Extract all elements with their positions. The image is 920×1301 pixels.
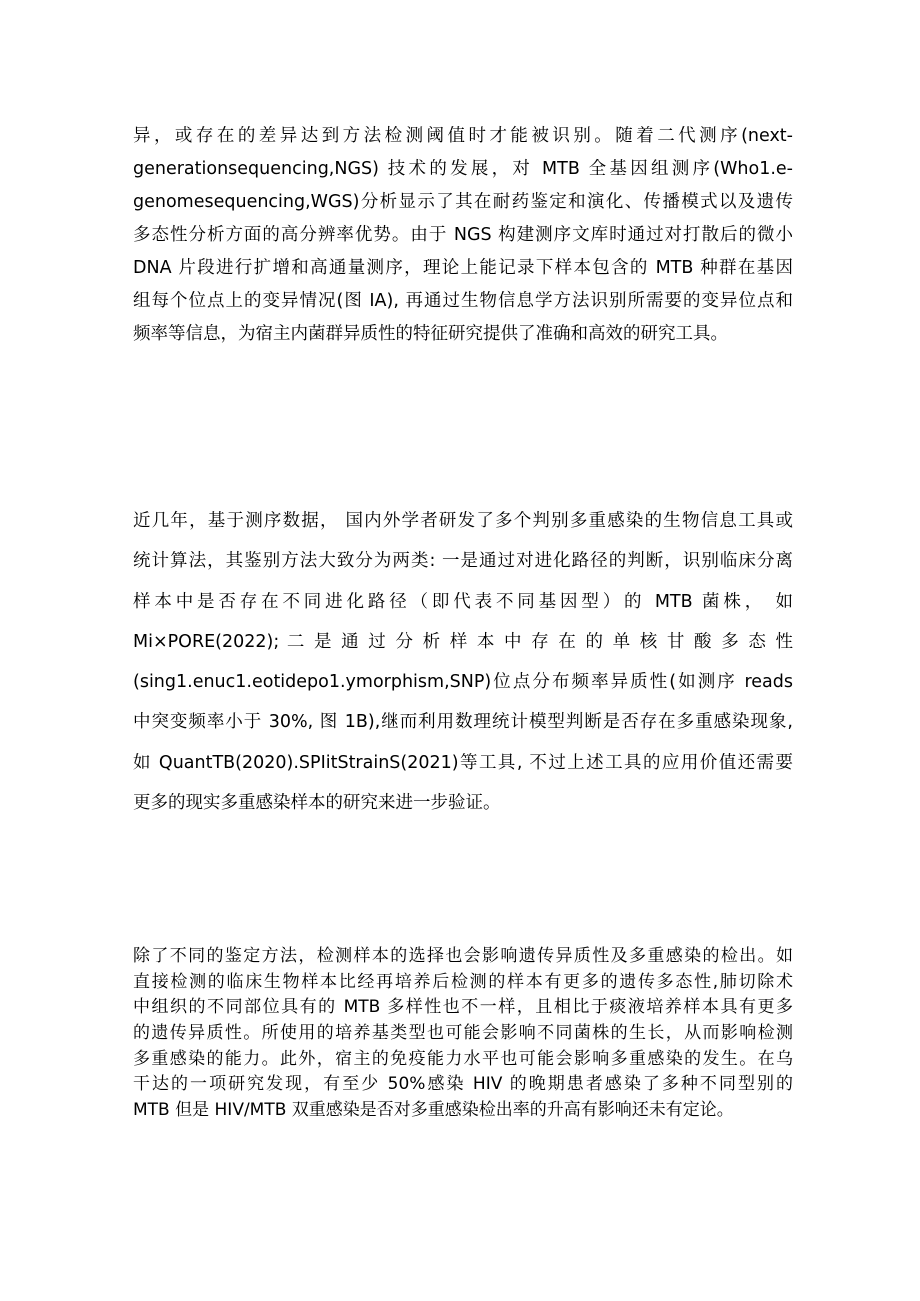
paragraph-line: 近几年，基于测序数据， 国内外学者研发了多个判别多重感染的生物信息工具或 — [133, 511, 793, 531]
paragraph-line: genomesequencing,WGS)分析显示了其在耐药鉴定和演化、传播模式以及遗传 — [133, 192, 793, 212]
paragraph-line: 如 QuantTB(2020).SPIitStrainS(2021)等工具, 不过上述工具的应用价值还需要 — [133, 752, 793, 773]
paragraph-2 — [133, 501, 793, 823]
paragraph-line: Mi×PORE(2022); 二 是 通 过 分 析 样 本 中 存 在 的 单 核 甘 酸 多 态 性 — [133, 631, 793, 652]
paragraph-line: 中组织的不同部位具有的 MTB 多样性也不一样，且相比于痰液培养样本具有更多 — [133, 997, 793, 1018]
paragraph-line: 除了不同的鉴定方法，检测样本的选择也会影响遗传异质性及多重感染的检出。如 — [133, 946, 793, 966]
paragraph-3 — [133, 944, 793, 1124]
paragraph-line: generationsequencing,NGS) 技术的发展，对 MTB 全基因组测序(Who1.e- — [133, 159, 793, 179]
paragraph-line: 统计算法，其鉴别方法大致分为两类: 一是通过对进化路径的判断，识别临床分离 — [133, 551, 793, 572]
paragraph-line: 多重感染的能力。此外，宿主的免疫能力水平也可能会影响多重感染的发生。在乌 — [133, 1048, 793, 1069]
paragraph-line: MTB 但是 HIV/MTB 双重感染是否对多重感染检出率的升高有影响还未有定论。 — [133, 1100, 734, 1121]
paragraph-line: 干达的一项研究发现，有至少 50%感染 HIV 的晚期患者感染了多种不同型别的 — [133, 1074, 793, 1095]
paragraph-line: 中突变频率小于 30%, 图 1B),继而利用数理统计模型判断是否存在多重感染现象, — [133, 712, 793, 733]
paragraph-line: 直接检测的临床生物样本比经再培养后检测的样本有更多的遗传多态性,肺切除术 — [133, 971, 793, 992]
paragraph-line: 组每个位点上的变异情况(图 IA), 再通过生物信息学方法识别所需要的变异位点和 — [133, 291, 793, 311]
paragraph-line: 的遗传异质性。所使用的培养基类型也可能会影响不同菌株的生长，从而影响检测 — [133, 1023, 793, 1044]
paragraph-line: 异，或存在的差异达到方法检测阈值时才能被识别。随着二代测序(next- — [133, 126, 793, 146]
paragraph-line: (sing1.enuc1.eotidepo1.ymorphism,SNP)位点分布频率异质性(如测序 reads — [133, 672, 793, 693]
paragraph-line: DNA 片段进行扩增和高通量测序，理论上能记录下样本包含的 MTB 种群在基因 — [133, 258, 793, 278]
paragraph-line: 多态性分析方面的高分辨率优势。由于 NGS 构建测序文库时通过对打散后的微小 — [133, 225, 793, 245]
paragraph-line: 频率等信息，为宿主内菌群异质性的特征研究提供了准确和高效的研究工具。 — [133, 324, 728, 344]
paragraph-1 — [133, 120, 793, 351]
paragraph-line: 样本中是否存在不同进化路径（即代表不同基因型）的 MTB 菌株， 如 — [133, 591, 793, 612]
paragraph-line: 更多的现实多重感染样本的研究来进一步验证。 — [133, 793, 501, 814]
